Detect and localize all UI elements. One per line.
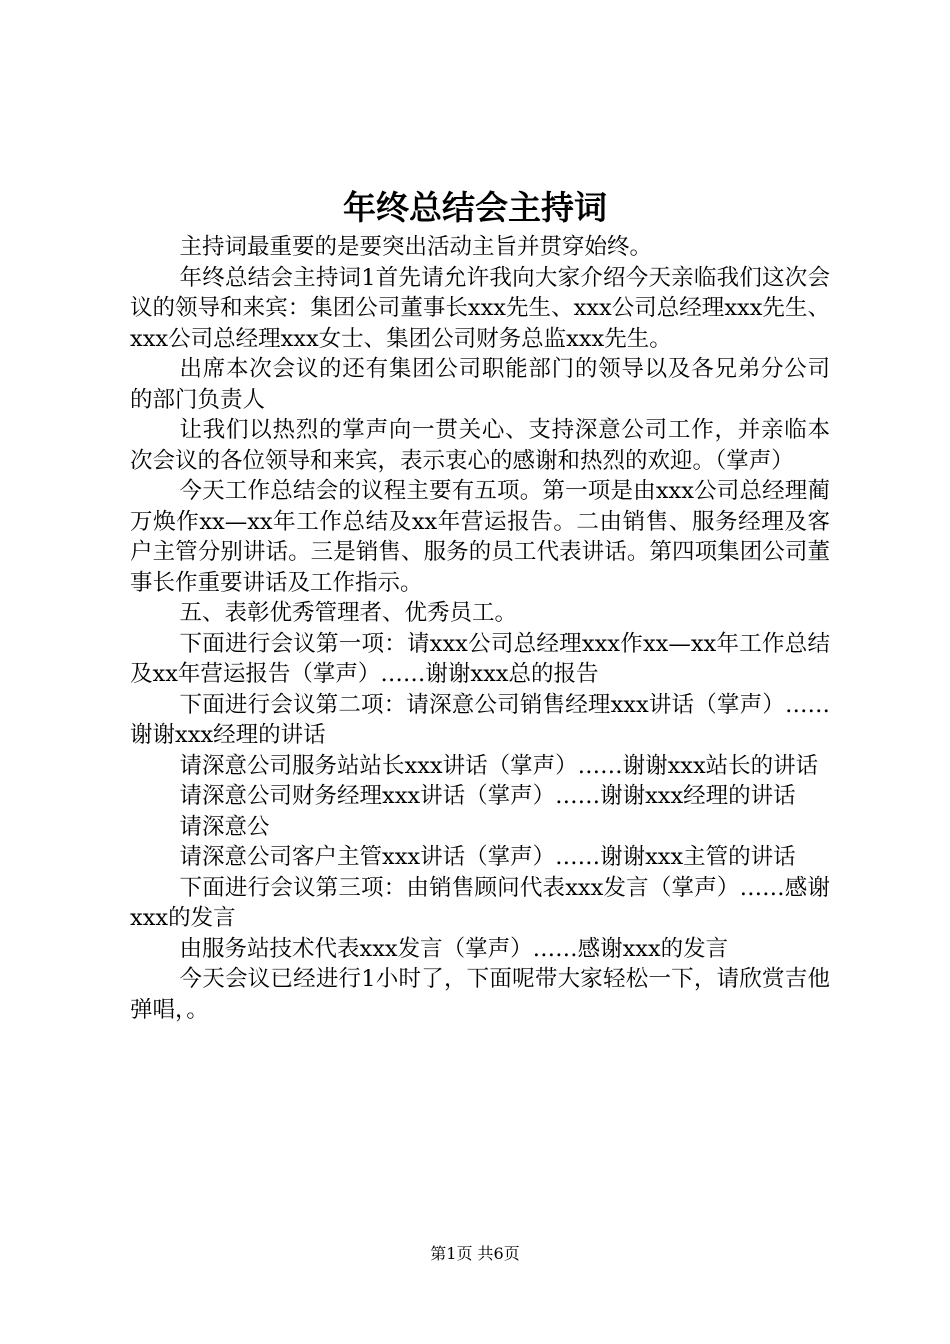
- paragraph-3: 出席本次会议的还有集团公司职能部门的领导以及各兄弟分公司的部门负责人: [130, 356, 830, 413]
- paragraph-7: 下面进行会议第一项：请xxx公司总经理xxx作xx—xx年工作总结及xx年营运报告（掌声）……谢谢xxx总的报告: [130, 630, 830, 687]
- document-title: 年终总结会主持词: [343, 188, 607, 227]
- paragraph-1: 主持词最重要的是要突出活动主旨并贯穿始终。: [179, 234, 653, 260]
- paragraph-12: 请深意公司客户主管xxx讲话（掌声）……谢谢xxx主管的讲话: [179, 844, 796, 870]
- paragraph-13: 下面进行会议第三项：由销售顾问代表xxx发言（掌声）……感谢xxx的发言: [130, 874, 830, 931]
- page-footer: 第1页 共6页: [430, 1244, 520, 1263]
- paragraph-5: 今天工作总结会的议程主要有五项。第一项是由xxx公司总经理蔺万焕作xx—xx年工作总结及xx年营运报告。二由销售、服务经理及客户主管分别讲话。三是销售、服务的员工代表讲话。第四项集团公司董事长作重要讲话及工作指示。: [130, 478, 830, 596]
- paragraph-6: 五、表彰优秀管理者、优秀员工。: [179, 600, 518, 626]
- paragraph-11: 请深意公: [179, 813, 270, 840]
- paragraph-15: 今天会议已经进行1小时了，下面呢带大家轻松一下，请欣赏吉他弹唱，。: [130, 966, 830, 1023]
- document-body: [130, 232, 830, 1025]
- paragraph-4: 让我们以热烈的掌声向一贯关心、支持深意公司工作，并亲临本次会议的各位领导和来宾，表示衷心的感谢和热烈的欢迎。（掌声）: [130, 417, 830, 474]
- paragraph-10: 请深意公司财务经理xxx讲话（掌声）……谢谢xxx经理的讲话: [179, 783, 796, 809]
- paragraph-9: 请深意公司服务站站长xxx讲话（掌声）……谢谢xxx站长的讲话: [179, 752, 819, 779]
- paragraph-2: 年终总结会主持词1首先请允许我向大家介绍今天亲临我们这次会议的领导和来宾：集团公司董事长xxx先生、xxx公司总经理xxx先生、xxx公司总经理xxx女士、集团公司财务总监xxx先生。: [130, 264, 830, 352]
- paragraph-8: 下面进行会议第二项：请深意公司销售经理xxx讲话（掌声）……谢谢xxx经理的讲话: [130, 691, 830, 748]
- paragraph-14: 由服务站技术代表xxx发言（掌声）……感谢xxx的发言: [179, 935, 729, 962]
